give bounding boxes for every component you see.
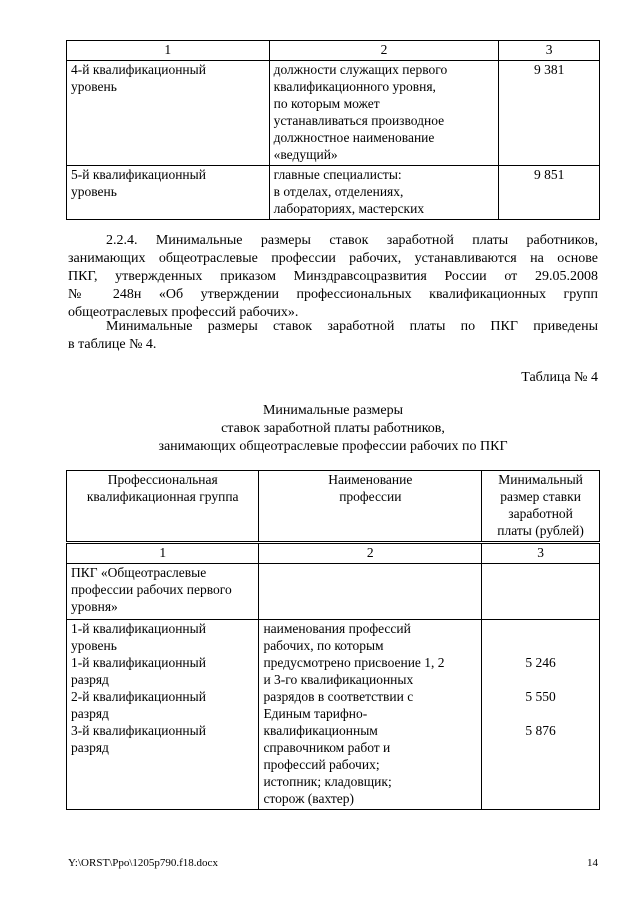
column-number-row bbox=[67, 41, 600, 61]
table-title: Минимальные размеры ставок заработной платы работников, занимающих общеотраслевые профессии рабочих по ПКГ bbox=[158, 403, 508, 454]
column-number: 2 bbox=[269, 41, 499, 61]
profession-names: наименования профессий рабочих, по которым предусмотрено присвоение 1, 2 и 3-го квалификационных разрядов в соответствии с Единым тарифно- квалификационным справочником работ и профессий рабочих; истопник; кладовщик; сторож (вахтер) bbox=[259, 620, 482, 810]
paragraph-table-reference: Минимальные размеры ставок заработной платы по ПКГ приведены в таблице № 4. bbox=[68, 319, 598, 352]
salary-value: 9 851 bbox=[499, 166, 600, 220]
header-salary: Минимальный размер ставки заработной платы (рублей) bbox=[482, 471, 600, 543]
header-group: Профессиональная квалификационная группа bbox=[67, 471, 259, 543]
qualification-group: ПКГ «Общеотраслевые профессии рабочих первого уровня» bbox=[67, 564, 259, 620]
paragraph-2-2-4: 2.2.4. Минимальные размеры ставок заработной платы работников, занимающих общеотраслевые профессии рабочих, устанавливаются на основе ПКГ, утвержденных приказом Минздравсоцразвития России от 29.05.2008 № 248н «Об утверждении профессиональных квалификационных групп общеотраслевых профессий рабочих». bbox=[68, 233, 598, 320]
qualification-levels: 1-й квалификационный уровень 1-й квалификационный разряд 2-й квалификационный разряд 3-й квалификационный разряд bbox=[67, 620, 259, 810]
column-number-row bbox=[67, 543, 600, 564]
column-number: 2 bbox=[259, 543, 482, 564]
salary-values bbox=[482, 620, 600, 810]
header-profession: Наименование профессии bbox=[259, 471, 482, 543]
table-row bbox=[67, 61, 600, 166]
column-number: 3 bbox=[482, 543, 600, 564]
column-number: 1 bbox=[67, 41, 270, 61]
group-row bbox=[67, 564, 600, 620]
qualification-level: 4-й квалификационный уровень bbox=[67, 61, 270, 166]
table-row bbox=[67, 166, 600, 220]
qualification-level: 5-й квалификационный уровень bbox=[67, 166, 270, 220]
salary-value: 5 246 bbox=[525, 655, 556, 670]
column-number: 3 bbox=[499, 41, 600, 61]
positions-list: должности служащих первого квалификационного уровня, по которым может устанавливаться производное должностное наименование «ведущий» bbox=[269, 61, 499, 166]
table-row bbox=[67, 620, 600, 810]
salary-value: 5 876 bbox=[525, 723, 556, 738]
salary-table-4 bbox=[66, 470, 600, 810]
salary-value: 9 381 bbox=[499, 61, 600, 166]
page-number: 14 bbox=[587, 857, 598, 869]
salary-table-continued bbox=[66, 40, 600, 220]
column-number: 1 bbox=[67, 543, 259, 564]
header-row bbox=[67, 471, 600, 543]
salary-value: 5 550 bbox=[525, 689, 556, 704]
table-label: Таблица № 4 bbox=[521, 370, 598, 385]
positions-list: главные специалисты: в отделах, отделениях, лабораториях, мастерских bbox=[269, 166, 499, 220]
footer-file-path: Y:\ORST\Ppo\1205p790.f18.docx bbox=[68, 857, 218, 869]
